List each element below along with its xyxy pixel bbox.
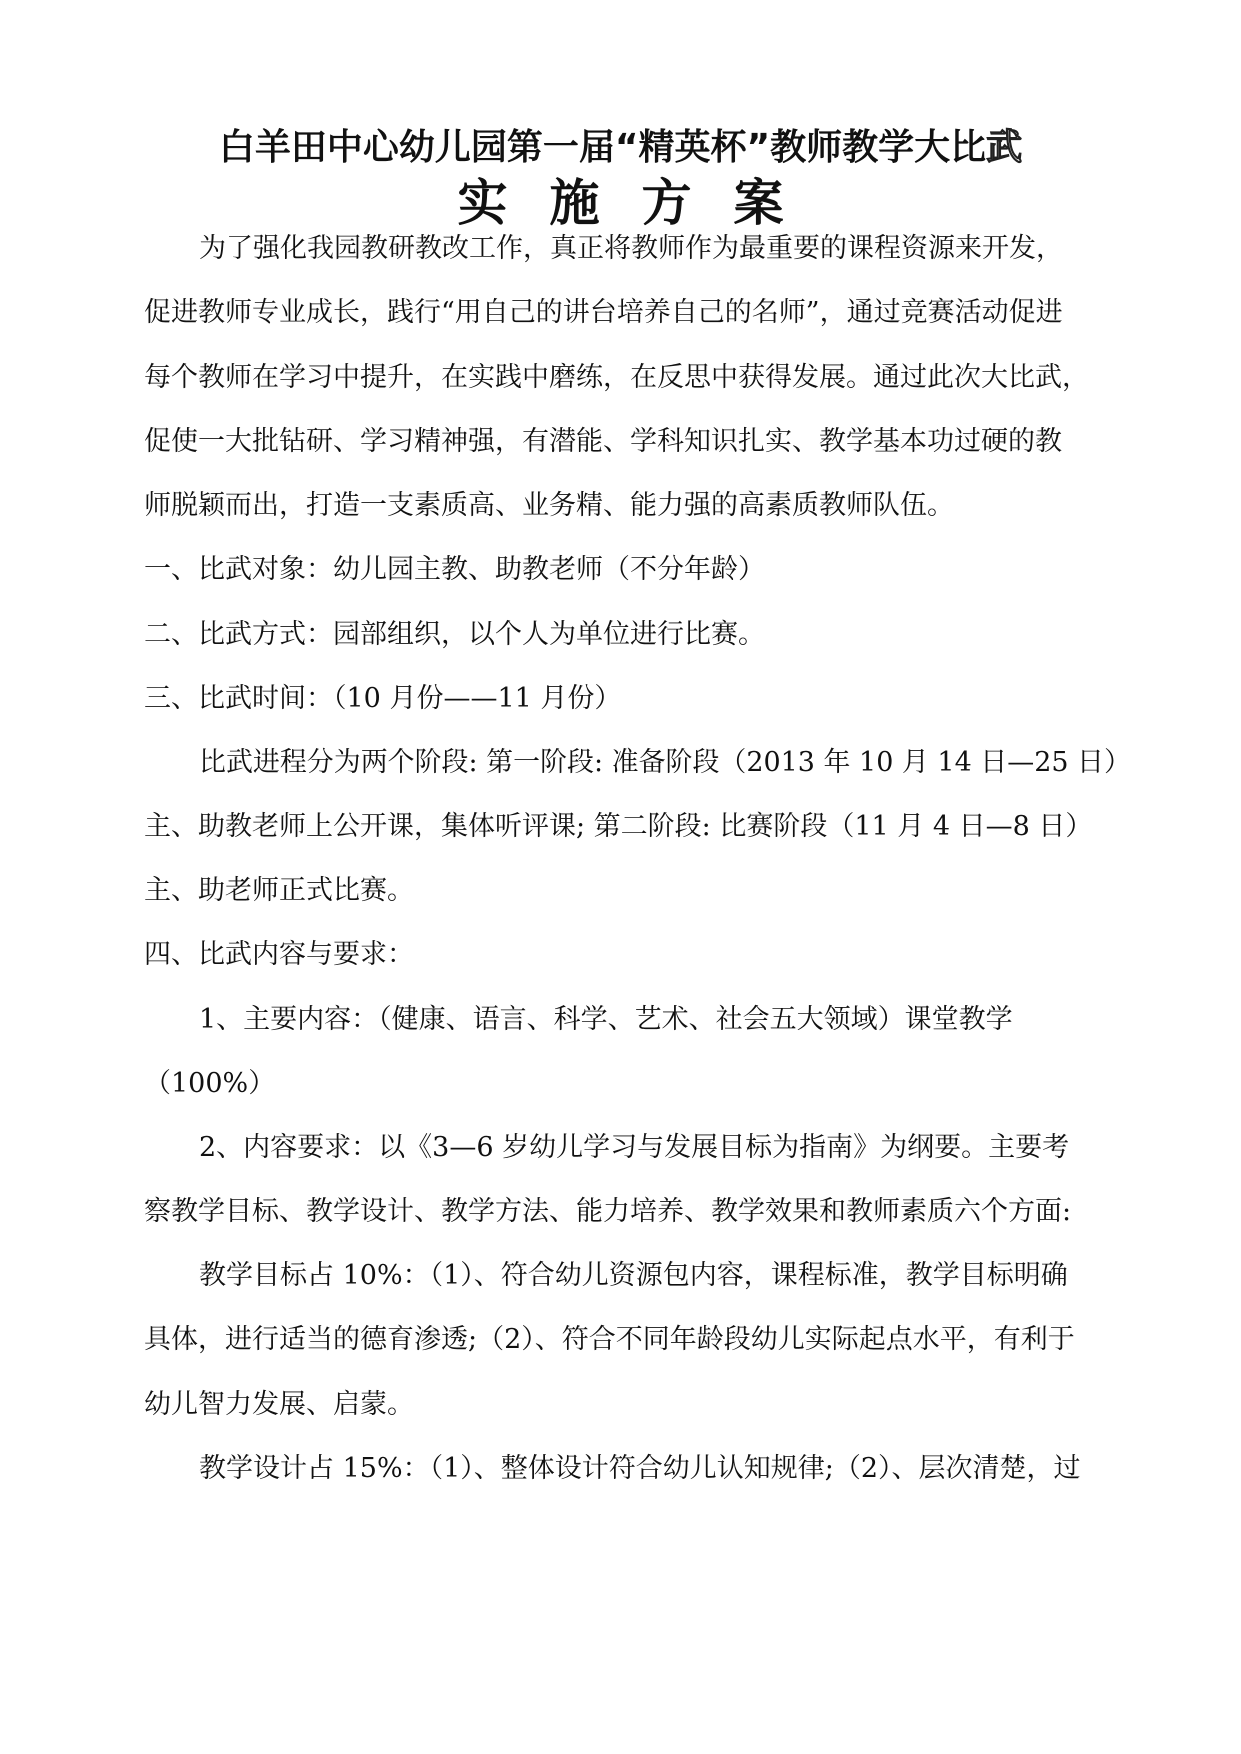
paragraph-line: 主、助教老师上公开课，集体听评课; 第二阶段: 比赛阶段（11 月 4 日—8 日） [144,811,1093,842]
paragraph-line: 教学设计占 15%：（1）、整体设计符合幼儿认知规律;（2）、层次清楚，过 [199,1453,1081,1484]
paragraph-line: 1、主要内容：（健康、语言、科学、艺术、社会五大领域）课堂教学 [199,1004,1013,1035]
section-heading: 一、比武对象：幼儿园主教、助教老师（不分年龄） [144,554,765,585]
paragraph-line: 察教学目标、教学设计、教学方法、能力培养、教学效果和教师素质六个方面: [144,1196,1072,1227]
title-main: 白羊田中心幼儿园第一届“精英杯”教师教学大比 [218,127,987,168]
document-subtitle: 实施方案 [457,174,826,232]
section-heading: 三、比武时间：（10 月份——11 月份） [144,683,622,714]
title-last-char: 武 [986,127,1023,168]
paragraph-line: 具体，进行适当的德育渗透;（2）、符合不同年龄段幼儿实际起点水平，有利于 [144,1324,1075,1355]
section-heading: 四、比武内容与要求： [144,939,414,970]
paragraph-line: 促使一大批钻研、学习精神强，有潜能、学科知识扎实、教学基本功过硬的教 [144,426,1062,457]
paragraph-line: 2、内容要求：以《3—6 岁幼儿学习与发展目标为指南》为纲要。主要考 [199,1132,1070,1163]
paragraph-line: 主、助老师正式比赛。 [144,875,414,906]
paragraph-line: 幼儿智力发展、启蒙。 [144,1389,414,1420]
section-heading: 二、比武方式：园部组织，以个人为单位进行比赛。 [144,619,765,650]
paragraph-line: （100%） [144,1068,276,1099]
paragraph-line: 师脱颖而出，打造一支素质高、业务精、能力强的高素质教师队伍。 [144,490,954,521]
paragraph-line: 每个教师在学习中提升，在实践中磨练，在反思中获得发展。通过此次大比武， [144,362,1089,393]
paragraph-line: 促进教师专业成长，践行“用自己的讲台培养自己的名师”，通过竞赛活动促进 [144,297,1063,328]
paragraph-line: 为了强化我园教研教改工作，真正将教师作为最重要的课程资源来开发， [199,233,1063,264]
paragraph-line: 比武进程分为两个阶段: 第一阶段: 准备阶段（2013 年 10 月 14 日—25 日） [199,747,1131,778]
paragraph-line: 教学目标占 10%：（1）、符合幼儿资源包内容，课程标准，教学目标明确 [199,1260,1068,1291]
